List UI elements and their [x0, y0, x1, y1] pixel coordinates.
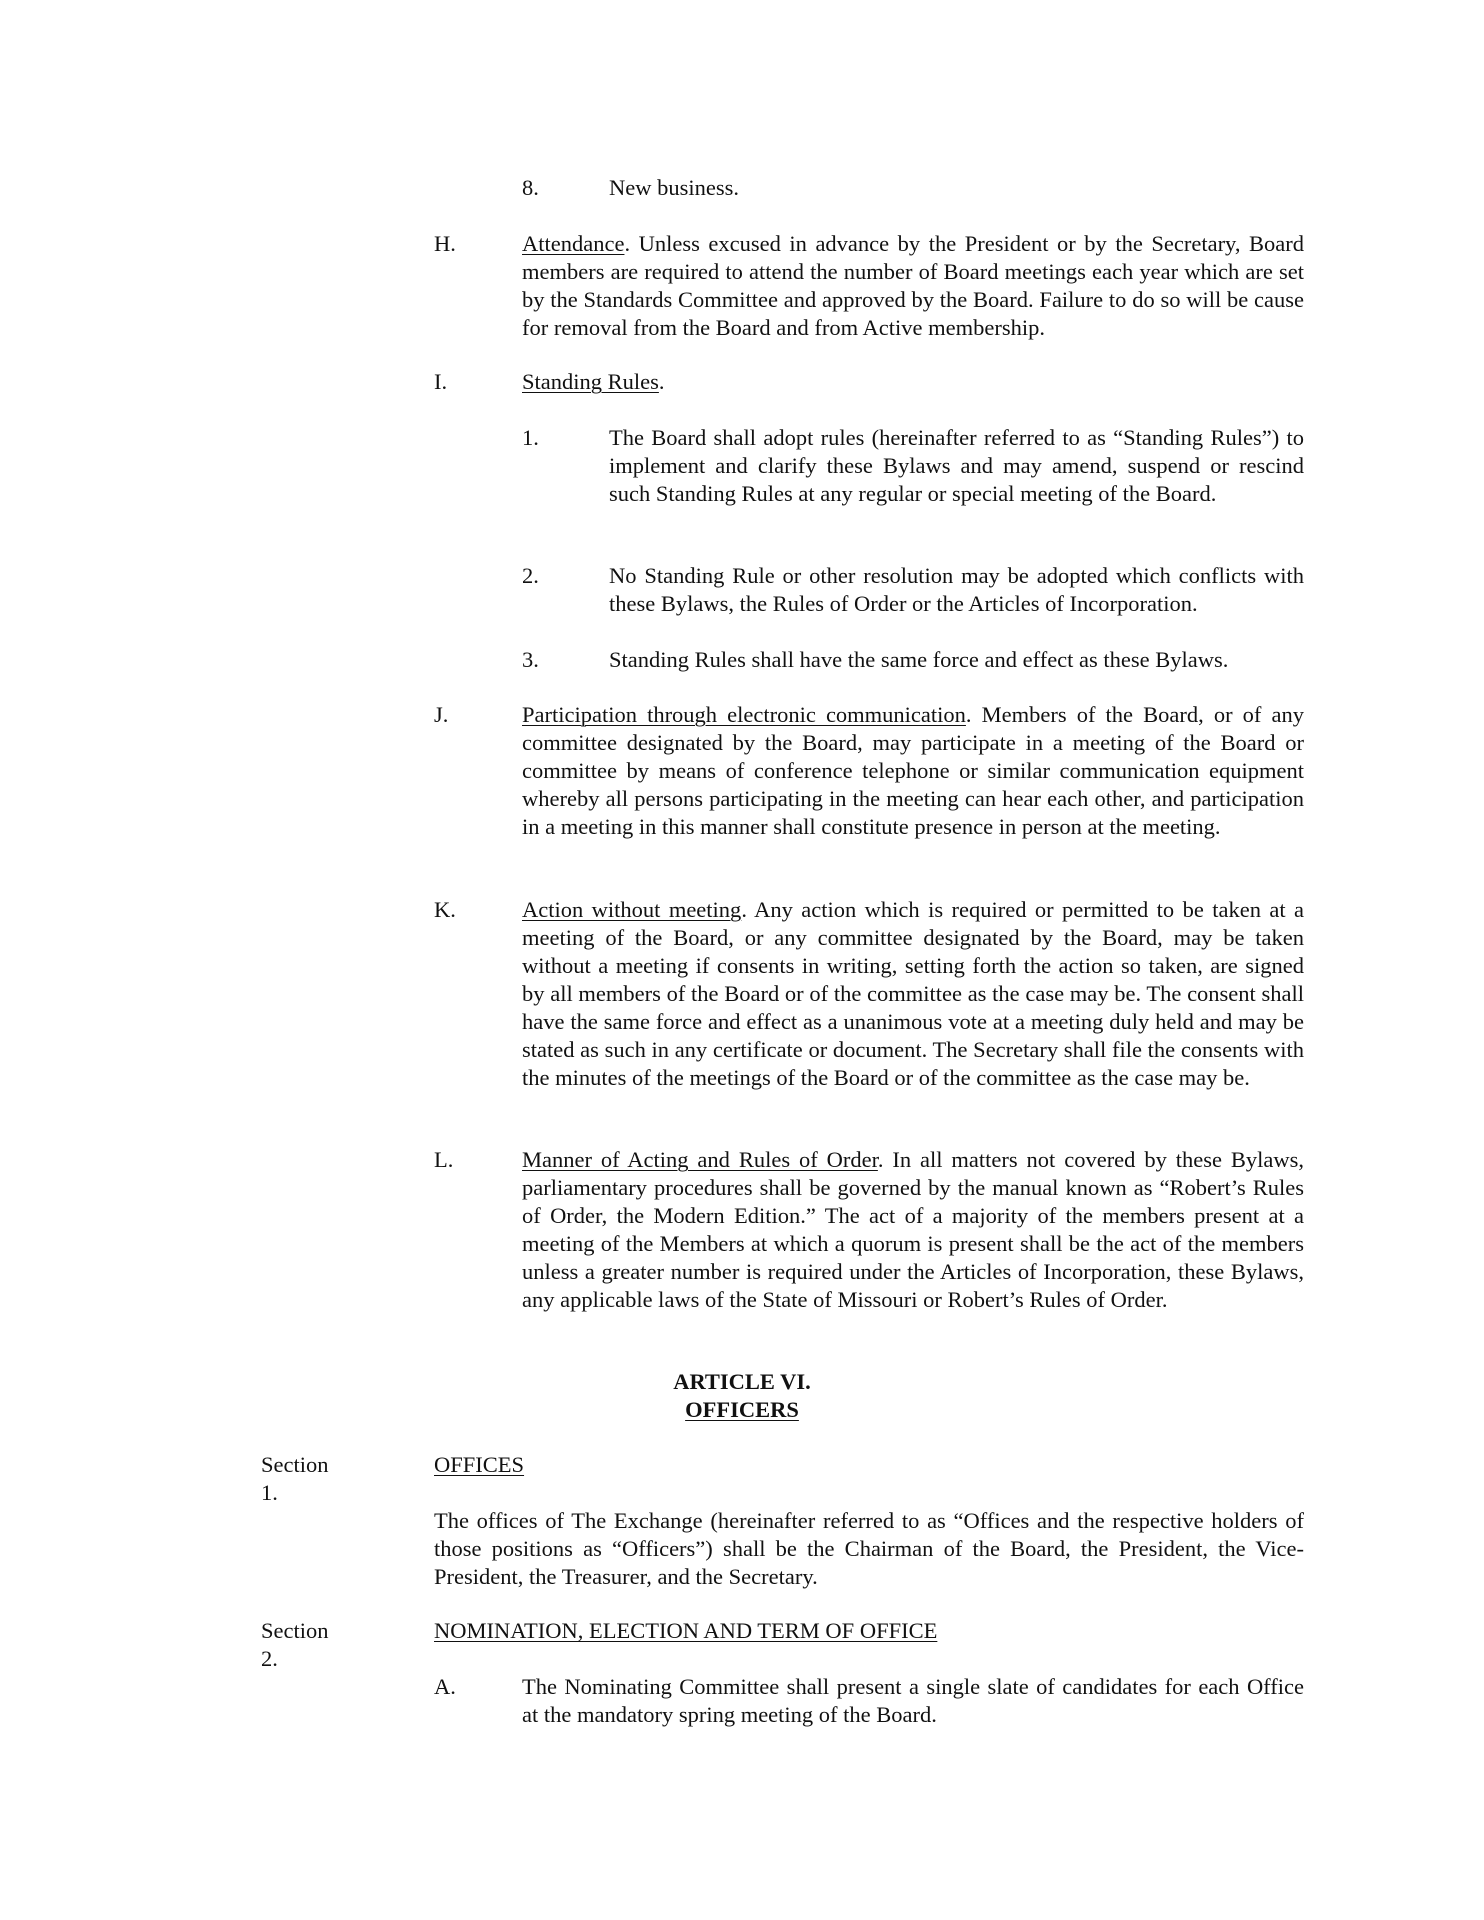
item-heading: Action without meeting [522, 897, 742, 922]
item-heading: Attendance [522, 231, 625, 256]
item-label: 2. [522, 563, 539, 588]
item-text: New business. [609, 175, 739, 200]
item-label: 8. [522, 175, 539, 200]
section-heading: NOMINATION, ELECTION AND TERM OF OFFICE [434, 1618, 938, 1643]
item-label: I. [434, 369, 448, 394]
section-1-text: The offices of The Exchange (hereinafter referred to as “Offices and the respective holders of those positions as “Officers”) shall be the Chairman of the Board, the President, the Vice-President, the Treasurer, and the Secretary. [434, 1508, 1304, 1589]
item-label: L. [434, 1147, 454, 1172]
item-label: K. [434, 897, 456, 922]
item-heading: Standing Rules [522, 369, 659, 394]
item-text: No Standing Rule or other resolution may be adopted which conflicts with these Bylaws, the Rules of Order or the Articles of Incorporation. [609, 563, 1304, 616]
item-label: J. [434, 702, 449, 727]
item-heading: Manner of Acting and Rules of Order [522, 1147, 878, 1172]
item-label: H. [434, 231, 456, 256]
item-text: The Nominating Committee shall present a single slate of candidates for each Office at the mandatory spring meeting of the Board. [522, 1674, 1304, 1727]
item-text: Standing Rules shall have the same force and effect as these Bylaws. [609, 647, 1229, 672]
item-text: . Any action which is required or permitted to be taken at a meeting of the Board, or any committee designated by the Board, may be taken without a meeting if consents in writing, setting forth the action so taken, are signed by all members of the Board or of the committee as the case may be. The consent shall have the same force and effect as a unanimous vote at a meeting duly held and may be stated as such in any certificate or document. The Secretary shall file the consents with the minutes of the meetings of the Board or of the committee as the case may be. [522, 897, 1305, 1090]
item-label: 3. [522, 647, 539, 672]
section-label: Section 1. [261, 1452, 329, 1505]
item-heading: Participation through electronic communication [522, 702, 966, 727]
section-heading: OFFICES [434, 1452, 525, 1477]
section-label: Section 2. [261, 1618, 329, 1671]
article-number: ARTICLE VI. [673, 1369, 811, 1394]
item-text: . Members of the Board, or of any committee designated by the Board, may participate in a meeting of the Board or committee by means of conference telephone or similar communication equipment whereby all persons participating in the meeting can hear each other, and participation in a meeting in this manner shall constitute presence in person at the meeting. [522, 702, 1305, 839]
item-label: 1. [522, 425, 539, 450]
item-text: . Unless excused in advance by the President or by the Secretary, Board members are required to attend the number of Board meetings each year which are set by the Standards Committee and approved by the Board. Failure to do so will be cause for removal from the Board and from Active membership. [522, 231, 1304, 340]
item-label: A. [434, 1674, 456, 1699]
item-text: The Board shall adopt rules (hereinafter referred to as “Standing Rules”) to implement and clarify these Bylaws and may amend, suspend or rescind such Standing Rules at any regular or special meeting of the Board. [609, 425, 1304, 506]
item-text: . In all matters not covered by these Bylaws, parliamentary procedures shall be governed by the manual known as “Robert’s Rules of Order, the Modern Edition.” The act of a majority of the members present at a meeting of the Members at which a quorum is present shall be the act of the members unless a greater number is required under the Articles of Incorporation, these Bylaws, any applicable laws of the State of Missouri or Robert’s Rules of Order. [522, 1147, 1304, 1312]
item-text: . [658, 369, 665, 394]
article-title: OFFICERS [685, 1397, 799, 1422]
